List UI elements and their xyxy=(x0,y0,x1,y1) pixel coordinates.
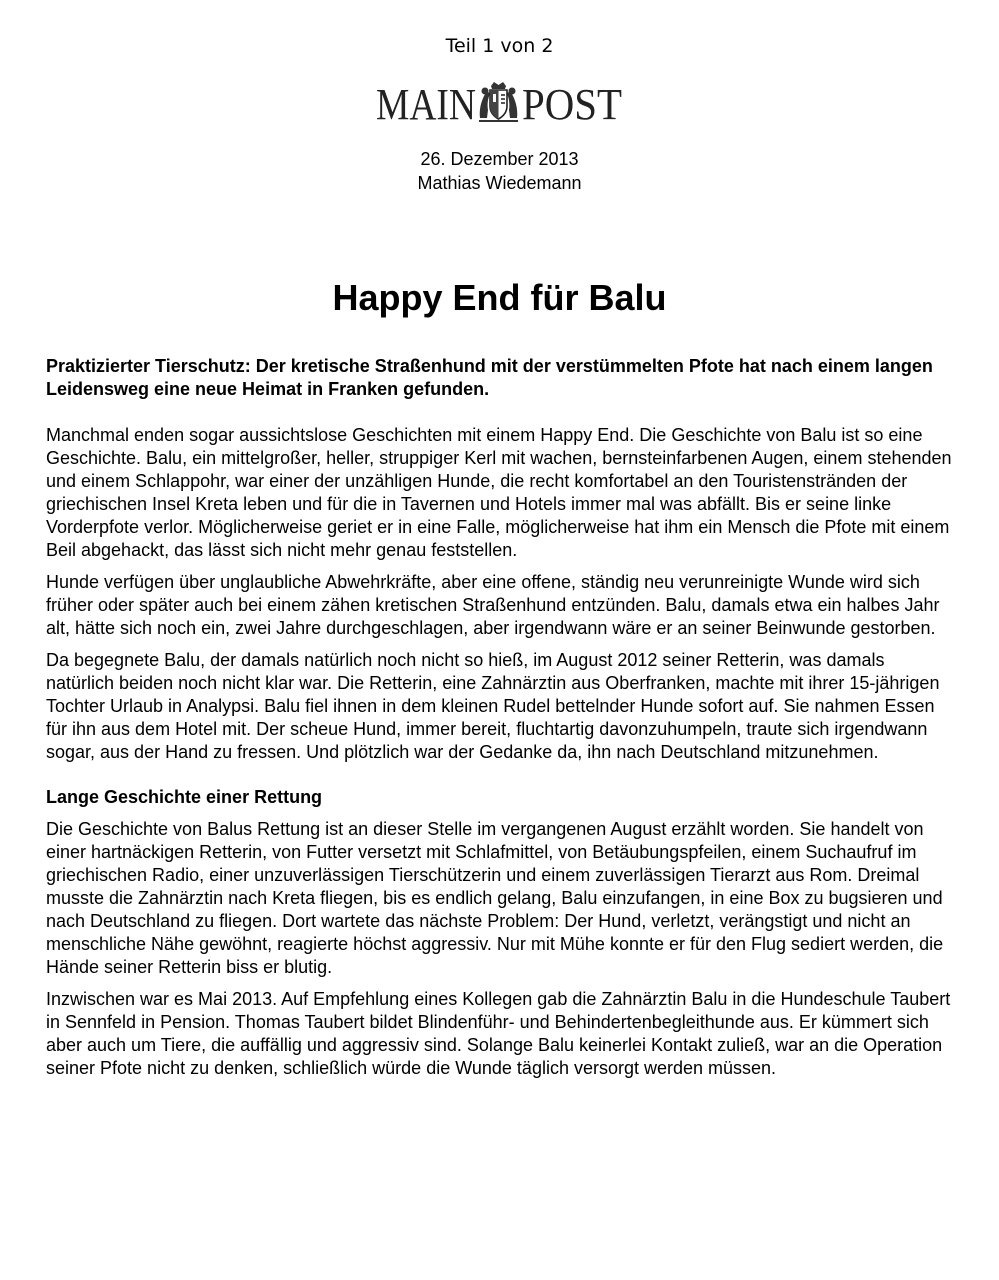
logo-right-word: POST xyxy=(522,80,623,126)
paragraph: Hunde verfügen über unglaubliche Abwehrkräfte, aber eine offene, ständig neu verunreinigte Wunde wird sich früher oder später auch bei einem zähen kretischen Straßenhund entzünden. Balu, damals etwa ein halbes Jahr alt, hätte sich noch ein, zwei Jahre durchgeschlagen, aber irgendwann wäre er an seiner Beinwunde gestorben. xyxy=(46,572,940,638)
page-counter: Teil 1 von 2 xyxy=(445,35,554,57)
article-lead: Praktizierter Tierschutz: Der kretische Straßenhund mit der verstümmelten Pfote hat nach einem langen Leidensweg eine neue Heimat in Franken gefunden. xyxy=(46,356,933,399)
author-name: Mathias Wiedemann xyxy=(417,173,582,193)
logo-left-word: MAIN xyxy=(376,80,476,126)
publication-date: 26. Dezember 2013 xyxy=(420,149,579,169)
article-body xyxy=(46,355,952,1089)
paragraph: Da begegnete Balu, der damals natürlich noch nicht so hieß, im August 2012 seiner Retterin, was damals natürlich beiden noch nicht klar war. Die Retterin, eine Zahnärztin aus Oberfranken, machte mit ihrer 15-jährigen Tochter Urlaub in Analypsi. Balu fiel ihnen in dem kleinen Rudel bettelnder Hunde sofort auf. Sie nahmen Essen für ihn aus dem Hotel mit. Der scheue Hund, immer bereit, fluchtartig davonzuhumpeln, traute sich irgendwann sogar, aus der Hand zu fressen. Und plötzlich war der Gedanke da, ihn nach Deutschland mitzunehmen. xyxy=(46,650,940,762)
paragraph: Die Geschichte von Balus Rettung ist an dieser Stelle im vergangenen August erzählt worden. Sie handelt von einer hartnäckigen Retterin, von Futter versetzt mit Schlafmittel, von Betäubungspfeilen, einem Suchaufruf im griechischen Radio, einer unzuverlässigen Tierschützerin und einem zuverlässigen Tierarzt aus Rom. Dreimal musste die Zahnärztin nach Kreta fliegen, bis es endlich gelang, Balu einzufangen, in eine Box zu bugsieren und nach Deutschland zu fliegen. Dort wartete das nächste Problem: Der Hund, verletzt, verängstigt und nicht an menschliche Nähe gewöhnt, reagierte höchst aggressiv. Nur mit Mühe konnte er für den Flug sediert werden, die Hände seiner Retterin biss er blutig. xyxy=(46,819,944,977)
paragraph: Inzwischen war es Mai 2013. Auf Empfehlung eines Kollegen gab die Zahnärztin Balu in die Hundeschule Taubert in Sennfeld in Pension. Thomas Taubert bildet Blindenführ- und Behindertenbegleithunde aus. Er kümmert sich aber auch um Tiere, die auffällig und aggressiv sind. Solange Balu keinerlei Kontakt zuließ, war an die Operation seiner Pfote nicht zu denken, schließlich würde die Wunde täglich versorgt werden müssen. xyxy=(46,989,951,1078)
section-heading: Lange Geschichte einer Rettung xyxy=(46,787,323,807)
article-title: Happy End für Balu xyxy=(332,277,667,318)
article-meta xyxy=(0,147,999,195)
paragraph: Manchmal enden sogar aussichtslose Geschichten mit einem Happy End. Die Geschichte von Balu ist so eine Geschichte. Balu, ein mittelgroßer, heller, struppiger Kerl mit wachen, bernsteinfarbenen Augen, einem stehenden und einem Schlappohr, war einer der unzähligen Hunde, die recht komfortabel an den Touristenstränden der griechischen Insel Kreta leben und für die in Tavernen und Hotels immer mal was abfällt. Bis er seine linke Vorderpfote verlor. Möglicherweise geriet er in eine Falle, möglicherweise hat ihm ein Mensch die Pfote mit einem Beil abgehackt, das lässt sich nicht mehr genau feststellen. xyxy=(46,425,952,560)
main-post-logo xyxy=(376,80,623,126)
coat-of-arms-icon xyxy=(479,82,518,122)
